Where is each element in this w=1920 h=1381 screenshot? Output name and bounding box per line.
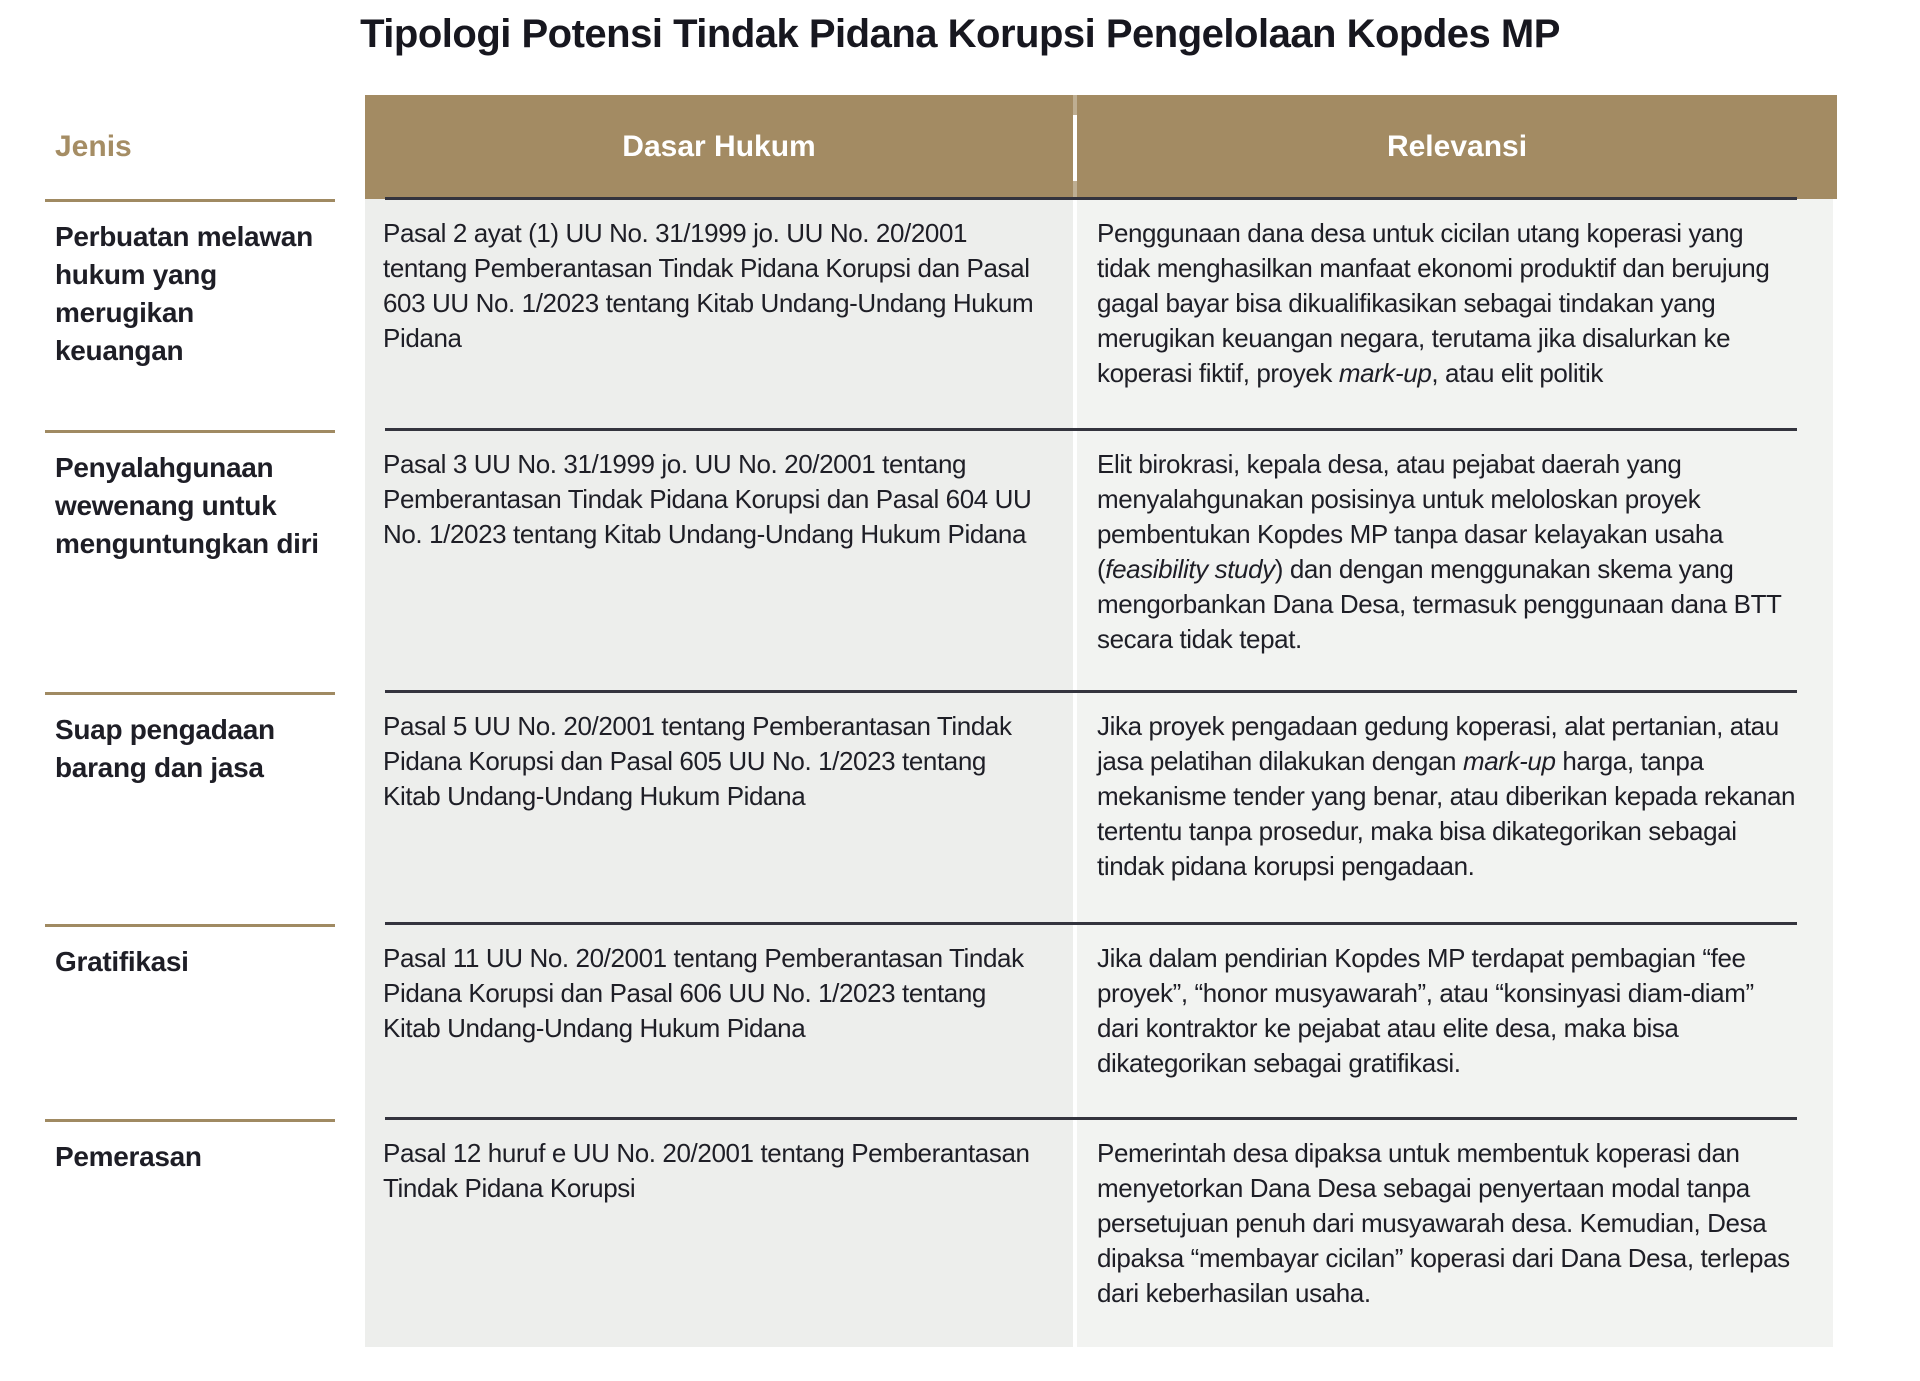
typology-table xyxy=(45,95,1833,1347)
page-title: Tipologi Potensi Tindak Pidana Korupsi Pengelolaan Kopdes MP xyxy=(360,12,1560,56)
table-row xyxy=(45,924,1833,1119)
relevansi-cell: Penggunaan dana desa untuk cicilan utang koperasi yang tidak menghasilkan manfaat ekonomi produktif dan berujung gagal bayar bisa dikualifikasikan sebagai tindakan yang merugikan keuangan negara, terutama jika disalurkan ke koperasi fiktif, proyek mark-up, atau elit politik xyxy=(1077,199,1833,430)
row-body xyxy=(365,1119,1833,1347)
dasar-hukum-cell: Pasal 12 huruf e UU No. 20/2001 tentang Pemberantasan Tindak Pidana Korupsi xyxy=(365,1119,1073,1347)
row-body xyxy=(365,430,1833,692)
header-column-divider xyxy=(1073,95,1077,199)
column-header-dasar-hukum: Dasar Hukum xyxy=(622,130,816,163)
table-row xyxy=(45,199,1833,430)
table-header-bar xyxy=(365,95,1837,199)
row-body xyxy=(365,692,1833,924)
relevansi-cell: Pemerintah desa dipaksa untuk membentuk koperasi dan menyetorkan Dana Desa sebagai penyertaan modal tanpa persetujuan penuh dari musyawarah desa. Kemudian, Desa dipaksa “membayar cicilan” koperasi dari Dana Desa, terlepas dari keberhasilan usaha. xyxy=(1077,1119,1833,1347)
jenis-cell: Penyalahgunaan wewenang untuk menguntungkan diri xyxy=(45,430,335,563)
relevansi-cell: Jika proyek pengadaan gedung koperasi, alat pertanian, atau jasa pelatihan dilakukan dengan mark-up harga, tanpa mekanisme tender yang benar, atau diberikan kepada rekanan tertentu tanpa prosedur, maka bisa dikategorikan sebagai tindak pidana korupsi pengadaan. xyxy=(1077,692,1833,924)
relevansi-cell: Jika dalam pendirian Kopdes MP terdapat pembagian “fee proyek”, “honor musyawarah”, atau “konsinyasi diam-diam” dari kontraktor ke pejabat atau elite desa, maka bisa dikategorikan sebagai gratifikasi. xyxy=(1077,924,1833,1119)
jenis-cell: Pemerasan xyxy=(45,1119,335,1176)
table-row xyxy=(45,1119,1833,1347)
jenis-cell: Suap pengadaan barang dan jasa xyxy=(45,692,335,787)
jenis-cell: Perbuatan melawan hukum yang merugikan keuangan xyxy=(45,199,335,370)
dasar-hukum-cell: Pasal 5 UU No. 20/2001 tentang Pemberantasan Tindak Pidana Korupsi dan Pasal 605 UU No. 1/2023 tentang Kitab Undang-Undang Hukum Pidana xyxy=(365,692,1073,924)
column-header-relevansi: Relevansi xyxy=(1386,130,1528,163)
jenis-cell: Gratifikasi xyxy=(45,924,335,981)
jenis-column xyxy=(45,924,335,1119)
table-row xyxy=(45,692,1833,924)
jenis-column xyxy=(45,692,335,924)
jenis-header-column xyxy=(45,95,335,199)
jenis-column xyxy=(45,430,335,692)
jenis-column xyxy=(45,1119,335,1347)
row-body xyxy=(365,924,1833,1119)
table-row xyxy=(45,430,1833,692)
row-body xyxy=(365,199,1833,430)
table-header-row xyxy=(45,95,1833,199)
dasar-hukum-cell: Pasal 2 ayat (1) UU No. 31/1999 jo. UU No. 20/2001 tentang Pemberantasan Tindak Pidana Korupsi dan Pasal 603 UU No. 1/2023 tentang Kitab Undang-Undang Hukum Pidana xyxy=(365,199,1073,430)
dasar-hukum-cell: Pasal 3 UU No. 31/1999 jo. UU No. 20/2001 tentang Pemberantasan Tindak Pidana Korupsi dan Pasal 604 UU No. 1/2023 tentang Kitab Undang-Undang Hukum Pidana xyxy=(365,430,1073,692)
jenis-column xyxy=(45,199,335,430)
dasar-hukum-cell: Pasal 11 UU No. 20/2001 tentang Pemberantasan Tindak Pidana Korupsi dan Pasal 606 UU No. 1/2023 tentang Kitab Undang-Undang Hukum Pidana xyxy=(365,924,1073,1119)
column-header-jenis: Jenis xyxy=(55,130,132,163)
relevansi-cell: Elit birokrasi, kepala desa, atau pejabat daerah yang menyalahgunakan posisinya untuk meloloskan proyek pembentukan Kopdes MP tanpa dasar kelayakan usaha (feasibility study) dan dengan menggunakan skema yang mengorbankan Dana Desa, termasuk penggunaan dana BTT secara tidak tepat. xyxy=(1077,430,1833,692)
